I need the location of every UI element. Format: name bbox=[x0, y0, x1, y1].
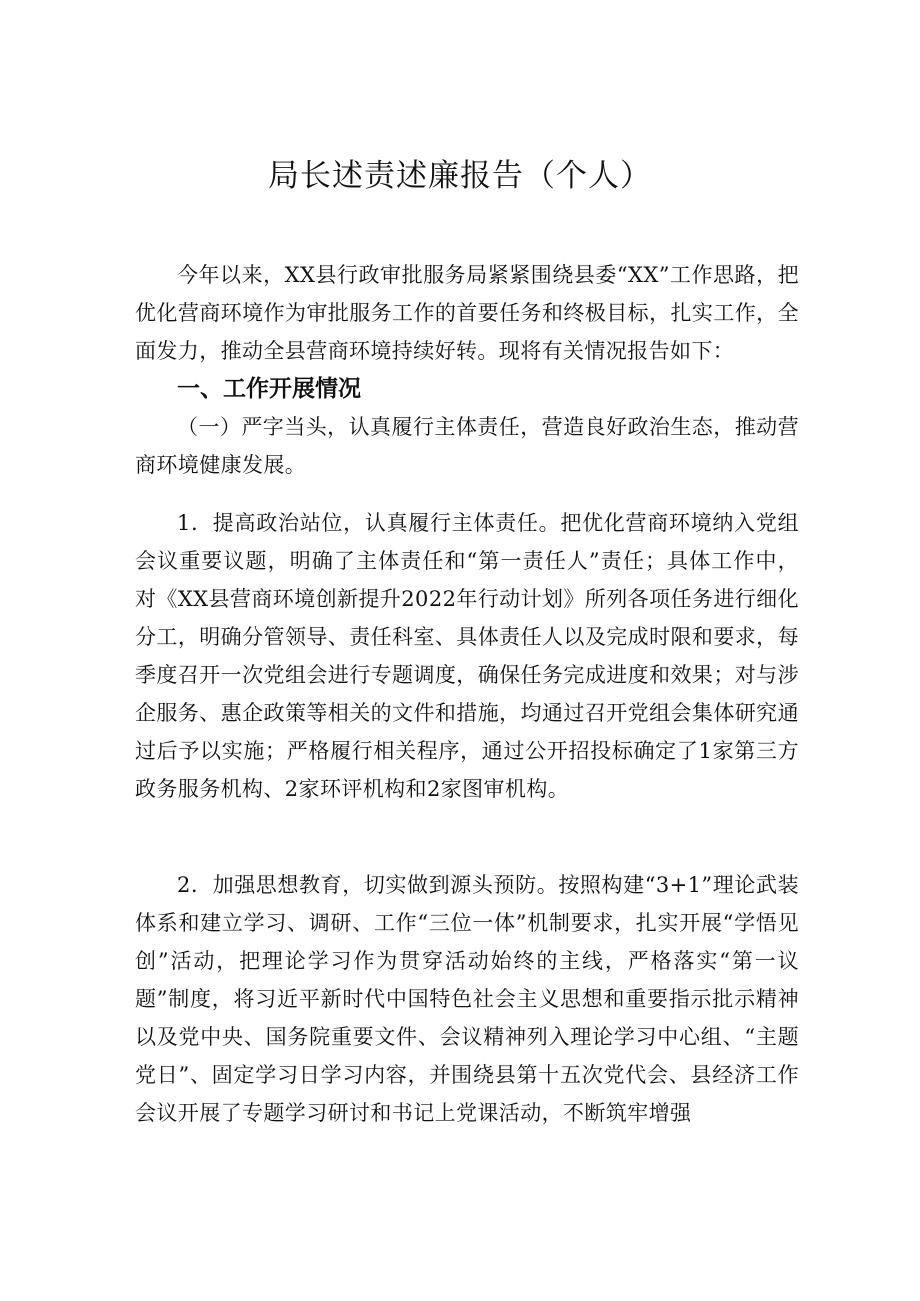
intro-paragraph: 今年以来，XX县行政审批服务局紧紧围绕县委“XX”工作思路，把优化营商环境作为审批服务工作的首要任务和终极目标，扎实工作，全面发力，推动全县营商环境持续好转。现将有关情况报告如下： bbox=[135, 263, 799, 363]
document-title: 局长述责述廉报告（个人） bbox=[268, 158, 652, 194]
item-2-paragraph: 2．加强思想教育，切实做到源头预防。按照构建“3+1”理论武装体系和建立学习、调研、工作“三位一体”机制要求，扎实开展“学悟见创”活动，把理论学习作为贯穿活动始终的主线，严格落实“第一议题”制度，将习近平新时代中国特色社会主义思想和重要指示批示精神以及党中央、国务院重要文件、会议精神列入理论学习中心组、“主题党日”、固定学习日学习内容，并围绕县第十五次党代会、县经济工作会议开展了专题学习研讨和书记上党课活动，不断筑牢增强 bbox=[135, 873, 799, 1125]
subsection-paragraph: （一）严字当头，认真履行主体责任，营造良好政治生态，推动营商环境健康发展。 bbox=[135, 415, 799, 477]
section-heading: 一、工作开展情况 bbox=[177, 376, 361, 402]
document-body bbox=[135, 256, 799, 1170]
item-1-paragraph: 1．提高政治站位，认真履行主体责任。把优化营商环境纳入党组会议重要议题，明确了主体责任和“第一责任人”责任；具体工作中，对《XX县营商环境创新提升2022年行动计划》所列各项任务进行细化分工，明确分管领导、责任科室、具体责任人以及完成时限和要求，每季度召开一次党组会进行专题调度，确保任务完成进度和效果；对与涉企服务、惠企政策等相关的文件和措施，均通过召开党组会集体研究通过后予以实施；严格履行相关程序，通过公开招投标确定了1家第三方政务服务机构、2家环评机构和2家图审机构。 bbox=[135, 511, 799, 801]
